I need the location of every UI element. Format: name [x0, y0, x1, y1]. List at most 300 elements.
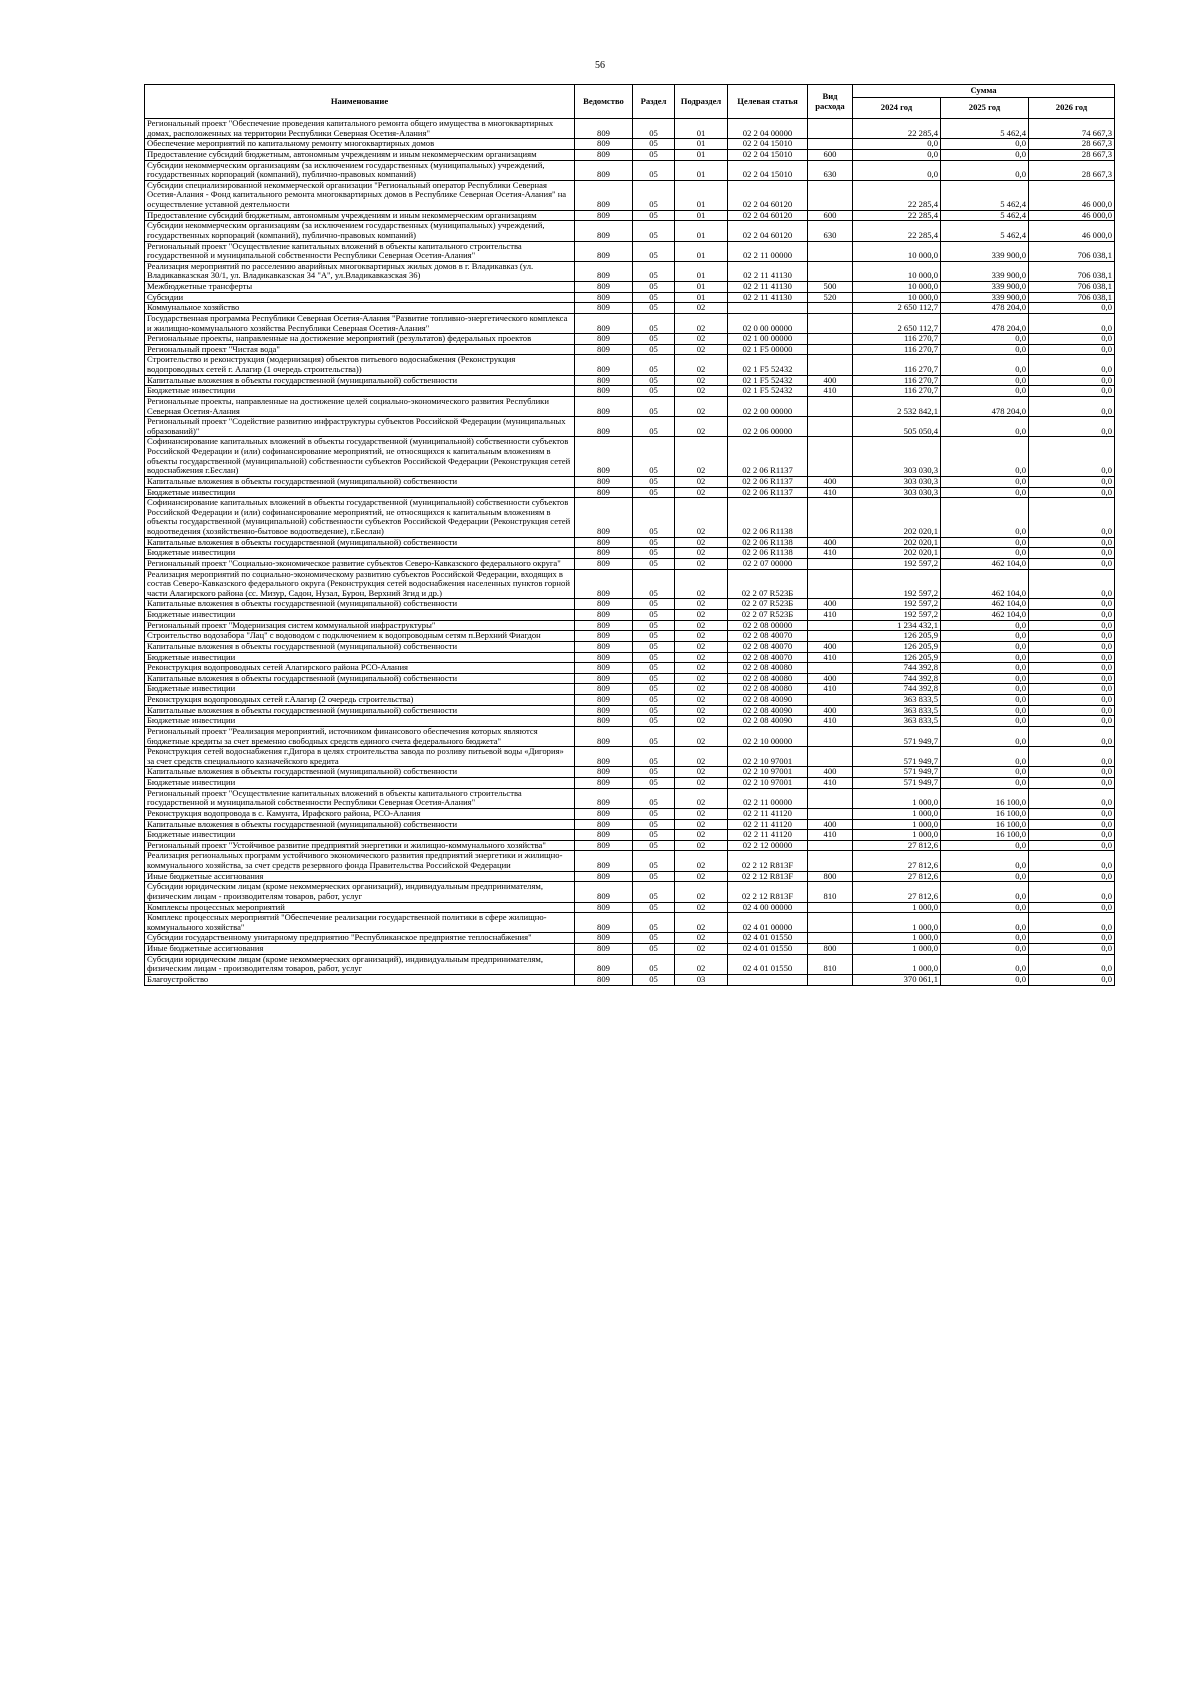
cell-podrazdel: 02	[675, 673, 728, 684]
cell-celevaya-statya: 02 2 10 97001	[728, 747, 808, 767]
cell-sum-2024: 27 812,6	[853, 871, 941, 882]
cell-podrazdel: 03	[675, 974, 728, 985]
cell-razdel: 05	[633, 840, 675, 851]
cell-razdel: 05	[633, 788, 675, 808]
cell-sum-2026: 0,0	[1029, 974, 1115, 985]
cell-sum-2026: 0,0	[1029, 558, 1115, 569]
cell-razdel: 05	[633, 599, 675, 610]
cell-sum-2024: 116 270,7	[853, 334, 941, 345]
cell-vedomstvo: 809	[575, 241, 633, 261]
cell-vid-rashoda: 400	[808, 375, 853, 386]
cell-vedomstvo: 809	[575, 210, 633, 221]
cell-vid-rashoda	[808, 396, 853, 416]
cell-sum-2026: 0,0	[1029, 498, 1115, 538]
table-row	[145, 487, 1115, 498]
cell-celevaya-statya: 02 2 06 R1138	[728, 498, 808, 538]
cell-sum-2025: 0,0	[941, 705, 1029, 716]
cell-sum-2026: 0,0	[1029, 548, 1115, 559]
cell-sum-2025: 462 104,0	[941, 599, 1029, 610]
cell-sum-2025: 478 204,0	[941, 396, 1029, 416]
header-razdel: Раздел	[633, 85, 675, 119]
table-row	[145, 417, 1115, 437]
cell-name: Бюджетные инвестиции	[145, 778, 575, 789]
table-row	[145, 313, 1115, 333]
cell-sum-2024: 10 000,0	[853, 241, 941, 261]
cell-sum-2024: 192 597,2	[853, 599, 941, 610]
cell-podrazdel: 02	[675, 778, 728, 789]
cell-sum-2024: 303 030,3	[853, 487, 941, 498]
cell-vid-rashoda: 400	[808, 476, 853, 487]
cell-razdel: 05	[633, 778, 675, 789]
cell-razdel: 05	[633, 610, 675, 621]
cell-sum-2024: 571 949,7	[853, 778, 941, 789]
cell-sum-2025: 16 100,0	[941, 788, 1029, 808]
cell-sum-2025: 0,0	[941, 620, 1029, 631]
cell-name: Региональный проект "Реализация мероприятий, источником финансового обеспечения которых являются бюджетные кредиты за счет временно свободных средств единого счета федерального бюджета"	[145, 726, 575, 746]
cell-sum-2024: 116 270,7	[853, 375, 941, 386]
cell-name: Субсидии специализированной некоммерческой организации "Региональный оператор Республики Северная Осетия-Алания - Фонд капитального ремонта многоквартирных домов в Республике Северная Осетия-Алания" на осуществление уставной деятельности	[145, 180, 575, 210]
cell-name: Региональный проект "Обеспечение проведения капитального ремонта общего имущества в многоквартирных домах, расположенных на территории Республики Северная Осетия-Алания"	[145, 119, 575, 139]
cell-sum-2024: 10 000,0	[853, 282, 941, 293]
cell-podrazdel: 02	[675, 313, 728, 333]
cell-sum-2024: 1 000,0	[853, 788, 941, 808]
cell-sum-2026: 0,0	[1029, 830, 1115, 841]
cell-vid-rashoda: 400	[808, 599, 853, 610]
cell-celevaya-statya	[728, 303, 808, 314]
cell-podrazdel: 02	[675, 716, 728, 727]
header-year-2025: 2025 год	[941, 98, 1029, 119]
cell-sum-2026: 0,0	[1029, 695, 1115, 706]
cell-vedomstvo: 809	[575, 375, 633, 386]
cell-razdel: 05	[633, 313, 675, 333]
cell-podrazdel: 02	[675, 663, 728, 674]
cell-vedomstvo: 809	[575, 705, 633, 716]
cell-sum-2026: 0,0	[1029, 767, 1115, 778]
cell-vid-rashoda	[808, 695, 853, 706]
cell-vedomstvo: 809	[575, 313, 633, 333]
cell-sum-2024: 126 205,9	[853, 652, 941, 663]
cell-sum-2024: 1 000,0	[853, 819, 941, 830]
cell-celevaya-statya: 02 2 04 15010	[728, 160, 808, 180]
table-row	[145, 641, 1115, 652]
cell-sum-2024: 303 030,3	[853, 437, 941, 477]
cell-sum-2026: 0,0	[1029, 334, 1115, 345]
cell-sum-2025: 16 100,0	[941, 830, 1029, 841]
cell-sum-2026: 28 667,3	[1029, 160, 1115, 180]
cell-razdel: 05	[633, 716, 675, 727]
cell-vedomstvo: 809	[575, 871, 633, 882]
cell-sum-2026: 0,0	[1029, 944, 1115, 955]
table-row	[145, 726, 1115, 746]
cell-podrazdel: 02	[675, 871, 728, 882]
cell-vedomstvo: 809	[575, 695, 633, 706]
cell-vedomstvo: 809	[575, 599, 633, 610]
cell-vid-rashoda: 520	[808, 292, 853, 303]
cell-celevaya-statya: 02 2 11 41130	[728, 282, 808, 293]
table-row	[145, 944, 1115, 955]
cell-vedomstvo: 809	[575, 355, 633, 375]
cell-vedomstvo: 809	[575, 778, 633, 789]
cell-podrazdel: 02	[675, 537, 728, 548]
table-row	[145, 537, 1115, 548]
table-row	[145, 241, 1115, 261]
cell-sum-2026: 0,0	[1029, 882, 1115, 902]
cell-sum-2025: 0,0	[941, 663, 1029, 674]
cell-razdel: 05	[633, 139, 675, 150]
table-body	[145, 119, 1115, 986]
cell-vid-rashoda: 410	[808, 716, 853, 727]
cell-vid-rashoda	[808, 788, 853, 808]
cell-vid-rashoda: 800	[808, 944, 853, 955]
cell-name: Комплекс процессных мероприятий "Обеспечение реализации государственной политики в сфере жилищно-коммунального хозяйства"	[145, 913, 575, 933]
cell-vedomstvo: 809	[575, 913, 633, 933]
cell-sum-2026: 706 038,1	[1029, 241, 1115, 261]
cell-vid-rashoda	[808, 498, 853, 538]
cell-celevaya-statya: 02 2 06 00000	[728, 417, 808, 437]
cell-sum-2025: 0,0	[941, 498, 1029, 538]
cell-sum-2024: 27 812,6	[853, 851, 941, 871]
cell-podrazdel: 02	[675, 684, 728, 695]
cell-name: Бюджетные инвестиции	[145, 610, 575, 621]
cell-razdel: 05	[633, 476, 675, 487]
cell-vedomstvo: 809	[575, 726, 633, 746]
cell-sum-2026: 0,0	[1029, 620, 1115, 631]
cell-celevaya-statya: 02 2 04 15010	[728, 149, 808, 160]
cell-name: Региональный проект "Социально-экономическое развитие субъектов Северо-Кавказского федерального округа"	[145, 558, 575, 569]
cell-sum-2025: 0,0	[941, 684, 1029, 695]
cell-vedomstvo: 809	[575, 261, 633, 281]
table-row	[145, 437, 1115, 477]
cell-celevaya-statya: 02 2 12 R813F	[728, 882, 808, 902]
cell-sum-2025: 0,0	[941, 913, 1029, 933]
header-vedomstvo: Ведомство	[575, 85, 633, 119]
cell-sum-2025: 0,0	[941, 487, 1029, 498]
cell-razdel: 05	[633, 851, 675, 871]
cell-sum-2026: 0,0	[1029, 396, 1115, 416]
cell-sum-2024: 27 812,6	[853, 882, 941, 902]
cell-vid-rashoda	[808, 663, 853, 674]
cell-vedomstvo: 809	[575, 716, 633, 727]
cell-name: Реконструкция водопроводных сетей г.Алагир (2 очередь строительства)	[145, 695, 575, 706]
cell-razdel: 05	[633, 726, 675, 746]
cell-sum-2025: 0,0	[941, 944, 1029, 955]
table-row	[145, 830, 1115, 841]
table-row	[145, 261, 1115, 281]
cell-podrazdel: 01	[675, 149, 728, 160]
cell-name: Региональный проект "Устойчивое развитие предприятий энергетики и жилищно-коммунального хозяйства"	[145, 840, 575, 851]
cell-razdel: 05	[633, 933, 675, 944]
cell-celevaya-statya: 02 2 08 40070	[728, 631, 808, 642]
cell-celevaya-statya: 02 2 11 41120	[728, 819, 808, 830]
cell-sum-2026: 0,0	[1029, 788, 1115, 808]
cell-name: Бюджетные инвестиции	[145, 487, 575, 498]
header-podrazdel: Подраздел	[675, 85, 728, 119]
table-row	[145, 498, 1115, 538]
cell-name: Субсидии юридическим лицам (кроме некоммерческих организаций), индивидуальным предпринимателям, физическим лицам - производителям товаров, работ, услуг	[145, 954, 575, 974]
cell-vedomstvo: 809	[575, 334, 633, 345]
cell-vid-rashoda: 600	[808, 149, 853, 160]
cell-celevaya-statya: 02 2 11 41120	[728, 830, 808, 841]
cell-razdel: 05	[633, 334, 675, 345]
cell-celevaya-statya: 02 2 06 R1137	[728, 476, 808, 487]
cell-vid-rashoda: 410	[808, 652, 853, 663]
table-row	[145, 620, 1115, 631]
cell-vid-rashoda: 600	[808, 210, 853, 221]
cell-vid-rashoda: 410	[808, 386, 853, 397]
cell-sum-2026: 0,0	[1029, 641, 1115, 652]
cell-celevaya-statya: 02 2 08 40070	[728, 652, 808, 663]
cell-sum-2026: 706 038,1	[1029, 261, 1115, 281]
cell-celevaya-statya: 02 2 07 R523Б	[728, 599, 808, 610]
cell-celevaya-statya: 02 2 08 40080	[728, 663, 808, 674]
cell-sum-2024: 363 833,5	[853, 716, 941, 727]
cell-sum-2026: 0,0	[1029, 726, 1115, 746]
cell-sum-2024: 2 532 842,1	[853, 396, 941, 416]
cell-name: Субсидии юридическим лицам (кроме некоммерческих организаций), индивидуальным предпринимателям, физическим лицам - производителям товаров, работ, услуг	[145, 882, 575, 902]
cell-podrazdel: 02	[675, 695, 728, 706]
cell-celevaya-statya: 02 2 08 40090	[728, 695, 808, 706]
cell-vedomstvo: 809	[575, 882, 633, 902]
cell-sum-2025: 0,0	[941, 139, 1029, 150]
cell-sum-2025: 478 204,0	[941, 313, 1029, 333]
cell-sum-2026: 0,0	[1029, 652, 1115, 663]
cell-vedomstvo: 809	[575, 902, 633, 913]
cell-podrazdel: 02	[675, 726, 728, 746]
cell-sum-2025: 0,0	[941, 334, 1029, 345]
cell-vid-rashoda: 400	[808, 767, 853, 778]
cell-vedomstvo: 809	[575, 663, 633, 674]
cell-sum-2026: 0,0	[1029, 871, 1115, 882]
cell-sum-2024: 1 000,0	[853, 913, 941, 933]
cell-celevaya-statya: 02 2 06 R1137	[728, 437, 808, 477]
cell-vedomstvo: 809	[575, 808, 633, 819]
cell-vid-rashoda: 630	[808, 160, 853, 180]
cell-sum-2025: 0,0	[941, 840, 1029, 851]
cell-celevaya-statya: 02 2 10 97001	[728, 767, 808, 778]
cell-podrazdel: 02	[675, 902, 728, 913]
cell-sum-2025: 0,0	[941, 954, 1029, 974]
cell-vedomstvo: 809	[575, 652, 633, 663]
cell-name: Предоставление субсидий бюджетным, автономным учреждениям и иным некоммерческим организациям	[145, 149, 575, 160]
cell-celevaya-statya: 02 2 00 00000	[728, 396, 808, 416]
cell-sum-2026: 0,0	[1029, 673, 1115, 684]
cell-sum-2024: 1 000,0	[853, 944, 941, 955]
cell-sum-2024: 370 061,1	[853, 974, 941, 985]
cell-sum-2025: 0,0	[941, 767, 1029, 778]
cell-sum-2025: 339 900,0	[941, 261, 1029, 281]
cell-sum-2024: 1 000,0	[853, 902, 941, 913]
cell-sum-2026: 0,0	[1029, 537, 1115, 548]
cell-razdel: 05	[633, 221, 675, 241]
cell-vid-rashoda: 810	[808, 954, 853, 974]
cell-sum-2025: 0,0	[941, 851, 1029, 871]
cell-celevaya-statya: 02 1 F5 52432	[728, 375, 808, 386]
cell-name: Капитальные вложения в объекты государственной (муниципальной) собственности	[145, 767, 575, 778]
cell-name: Межбюджетные трансферты	[145, 282, 575, 293]
cell-razdel: 05	[633, 261, 675, 281]
cell-vedomstvo: 809	[575, 537, 633, 548]
cell-sum-2024: 2 650 112,7	[853, 313, 941, 333]
cell-sum-2026: 0,0	[1029, 344, 1115, 355]
table-row	[145, 476, 1115, 487]
cell-razdel: 05	[633, 663, 675, 674]
cell-sum-2026: 0,0	[1029, 851, 1115, 871]
table-row	[145, 913, 1115, 933]
cell-vedomstvo: 809	[575, 282, 633, 293]
cell-sum-2025: 5 462,4	[941, 119, 1029, 139]
cell-podrazdel: 01	[675, 292, 728, 303]
cell-name: Государственная программа Республики Северная Осетия-Алания "Развитие топливно-энергетического комплекса и жилищно-коммунального хозяйства Республики Северная Осетия-Алания"	[145, 313, 575, 333]
cell-sum-2025: 0,0	[941, 417, 1029, 437]
cell-sum-2025: 462 104,0	[941, 610, 1029, 621]
cell-razdel: 05	[633, 210, 675, 221]
cell-name: Бюджетные инвестиции	[145, 652, 575, 663]
cell-celevaya-statya: 02 2 04 60120	[728, 221, 808, 241]
table-row	[145, 631, 1115, 642]
cell-vid-rashoda	[808, 851, 853, 871]
cell-razdel: 05	[633, 767, 675, 778]
cell-vedomstvo: 809	[575, 819, 633, 830]
cell-sum-2025: 0,0	[941, 631, 1029, 642]
cell-sum-2024: 571 949,7	[853, 747, 941, 767]
cell-razdel: 05	[633, 537, 675, 548]
cell-vedomstvo: 809	[575, 476, 633, 487]
cell-razdel: 05	[633, 747, 675, 767]
table-row	[145, 558, 1115, 569]
table-row	[145, 882, 1115, 902]
cell-razdel: 05	[633, 160, 675, 180]
cell-razdel: 05	[633, 417, 675, 437]
cell-podrazdel: 02	[675, 344, 728, 355]
cell-razdel: 05	[633, 437, 675, 477]
cell-podrazdel: 02	[675, 808, 728, 819]
cell-sum-2025: 0,0	[941, 933, 1029, 944]
cell-sum-2026: 0,0	[1029, 819, 1115, 830]
cell-sum-2026: 0,0	[1029, 954, 1115, 974]
cell-sum-2025: 462 104,0	[941, 569, 1029, 599]
cell-podrazdel: 01	[675, 139, 728, 150]
table-row	[145, 139, 1115, 150]
cell-sum-2026: 0,0	[1029, 610, 1115, 621]
cell-vedomstvo: 809	[575, 548, 633, 559]
cell-celevaya-statya: 02 2 08 00000	[728, 620, 808, 631]
cell-vedomstvo: 809	[575, 944, 633, 955]
cell-celevaya-statya: 02 2 08 40080	[728, 684, 808, 695]
cell-vedomstvo: 809	[575, 498, 633, 538]
cell-name: Региональный проект "Модернизация систем коммунальной инфраструктуры"	[145, 620, 575, 631]
cell-vid-rashoda: 410	[808, 778, 853, 789]
cell-sum-2024: 744 392,8	[853, 684, 941, 695]
cell-razdel: 05	[633, 882, 675, 902]
cell-vedomstvo: 809	[575, 292, 633, 303]
table-row	[145, 610, 1115, 621]
cell-sum-2025: 0,0	[941, 355, 1029, 375]
cell-podrazdel: 02	[675, 819, 728, 830]
cell-sum-2026: 28 667,3	[1029, 149, 1115, 160]
cell-sum-2026: 0,0	[1029, 569, 1115, 599]
cell-sum-2026: 0,0	[1029, 631, 1115, 642]
cell-sum-2025: 478 204,0	[941, 303, 1029, 314]
cell-vid-rashoda	[808, 620, 853, 631]
cell-podrazdel: 02	[675, 498, 728, 538]
cell-celevaya-statya: 02 2 12 R813F	[728, 851, 808, 871]
cell-vid-rashoda: 810	[808, 882, 853, 902]
cell-celevaya-statya: 02 2 11 00000	[728, 788, 808, 808]
cell-sum-2026: 0,0	[1029, 303, 1115, 314]
header-year-2026: 2026 год	[1029, 98, 1115, 119]
cell-razdel: 05	[633, 631, 675, 642]
cell-vid-rashoda	[808, 355, 853, 375]
cell-name: Капитальные вложения в объекты государственной (муниципальной) собственности	[145, 705, 575, 716]
cell-podrazdel: 02	[675, 747, 728, 767]
cell-name: Реализация региональных программ устойчивого экономического развития предприятий энергетики и жилищно-коммунального хозяйства, за счет средств резервного фонда Правительства Российской Федерации	[145, 851, 575, 871]
cell-vid-rashoda	[808, 139, 853, 150]
cell-razdel: 05	[633, 498, 675, 538]
table-row	[145, 819, 1115, 830]
cell-sum-2026: 0,0	[1029, 375, 1115, 386]
cell-razdel: 05	[633, 944, 675, 955]
cell-sum-2024: 192 597,2	[853, 610, 941, 621]
cell-vedomstvo: 809	[575, 788, 633, 808]
cell-sum-2026: 28 667,3	[1029, 139, 1115, 150]
cell-vedomstvo: 809	[575, 747, 633, 767]
cell-vedomstvo: 809	[575, 139, 633, 150]
cell-celevaya-statya: 02 2 06 R1138	[728, 537, 808, 548]
cell-razdel: 05	[633, 558, 675, 569]
cell-name: Субсидии некоммерческим организациям (за исключением государственных (муниципальных) учреждений, государственных корпораций (компаний), публично-правовых компаний)	[145, 160, 575, 180]
cell-razdel: 05	[633, 487, 675, 498]
cell-vid-rashoda	[808, 840, 853, 851]
cell-name: Региональные проекты, направленные на достижение мероприятий (результатов) федеральных проектов	[145, 334, 575, 345]
cell-sum-2026: 0,0	[1029, 808, 1115, 819]
cell-sum-2024: 1 000,0	[853, 830, 941, 841]
cell-vid-rashoda: 630	[808, 221, 853, 241]
cell-vid-rashoda	[808, 334, 853, 345]
table-row	[145, 673, 1115, 684]
cell-podrazdel: 02	[675, 487, 728, 498]
cell-name: Реконструкция сетей водоснабжения г.Дигора в целях строительства завода по розливу питьевой воды «Дигория» за счет средств специального казначейского кредита	[145, 747, 575, 767]
cell-sum-2024: 116 270,7	[853, 355, 941, 375]
cell-name: Региональный проект "Содействие развитию инфраструктуры субъектов Российской Федерации (муниципальных образований)"	[145, 417, 575, 437]
cell-sum-2026: 0,0	[1029, 437, 1115, 477]
cell-vedomstvo: 809	[575, 386, 633, 397]
cell-razdel: 05	[633, 871, 675, 882]
cell-podrazdel: 02	[675, 652, 728, 663]
cell-sum-2024: 363 833,5	[853, 695, 941, 706]
cell-celevaya-statya: 02 2 08 40090	[728, 705, 808, 716]
cell-sum-2026: 0,0	[1029, 778, 1115, 789]
cell-razdel: 05	[633, 620, 675, 631]
cell-sum-2026: 0,0	[1029, 747, 1115, 767]
cell-sum-2025: 339 900,0	[941, 241, 1029, 261]
cell-name: Субсидии некоммерческим организациям (за исключением государственных (муниципальных) учреждений, государственных корпораций (компаний), публично-правовых компаний)	[145, 221, 575, 241]
cell-name: Субсидии государственному унитарному предприятию "Республиканское предприятие теплоснабжения"	[145, 933, 575, 944]
cell-razdel: 05	[633, 913, 675, 933]
table-row	[145, 808, 1115, 819]
cell-name: Субсидии	[145, 292, 575, 303]
cell-vedomstvo: 809	[575, 417, 633, 437]
cell-podrazdel: 02	[675, 417, 728, 437]
cell-celevaya-statya: 02 2 10 00000	[728, 726, 808, 746]
cell-name: Иные бюджетные ассигнования	[145, 871, 575, 882]
cell-name: Капитальные вложения в объекты государственной (муниципальной) собственности	[145, 819, 575, 830]
cell-razdel: 05	[633, 569, 675, 599]
cell-vid-rashoda	[808, 902, 853, 913]
cell-sum-2024: 303 030,3	[853, 476, 941, 487]
cell-vid-rashoda	[808, 933, 853, 944]
cell-vid-rashoda	[808, 808, 853, 819]
cell-sum-2026: 0,0	[1029, 913, 1115, 933]
